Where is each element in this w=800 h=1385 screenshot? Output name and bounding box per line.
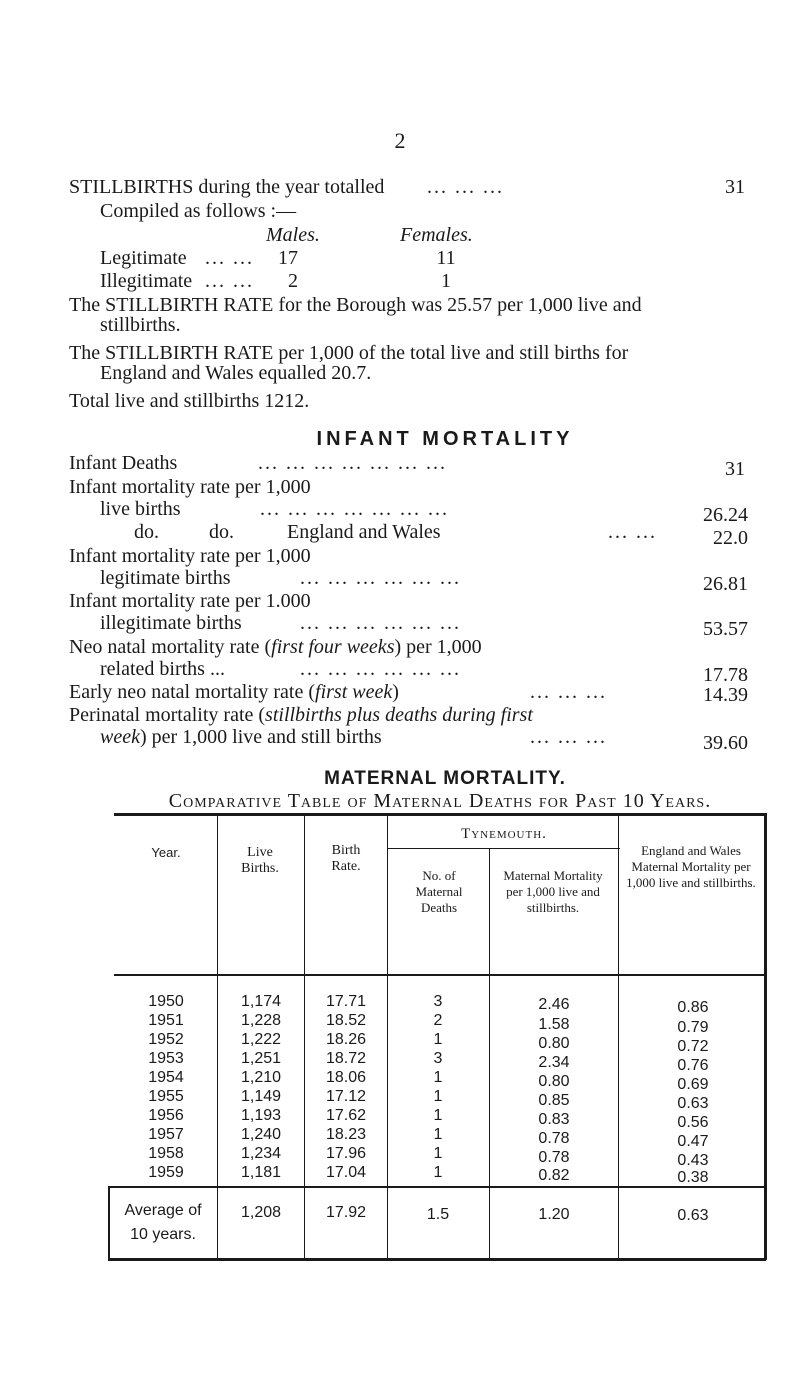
imr-legit-label-2: legitimate births [100, 567, 231, 589]
infant-deaths-label: Infant Deaths [69, 452, 178, 474]
cell-maternal-deaths: 2 [433, 1012, 443, 1029]
imr-legit-label-1: Infant mortality rate per 1,000 [69, 545, 311, 567]
infant-deaths-dots: ... ... ... ... ... ... ... [258, 452, 447, 474]
cell-birth-rate: 18.72 [325, 1050, 367, 1067]
cell-maternal-rate: 2.34 [538, 1054, 570, 1071]
perinatal-dots: ... ... ... [530, 726, 607, 748]
cell-england-rate: 0.56 [677, 1114, 709, 1131]
cell-birth-rate: 18.26 [325, 1031, 367, 1048]
cell-birth-rate: 17.12 [325, 1088, 367, 1105]
legitimate-dots: ... ... [205, 247, 254, 269]
imr-live-value: 26.24 [703, 504, 748, 526]
imr-legit-value: 26.81 [703, 573, 748, 595]
col-divider-5 [618, 816, 619, 1259]
neonatal-dots: ... ... ... ... ... ... [300, 658, 461, 680]
perinatal-label-1: Perinatal mortality rate (stillbirths plus deaths during first [69, 704, 533, 726]
cell-maternal-deaths: 1 [433, 1145, 443, 1162]
cell-year: 1958 [148, 1145, 184, 1162]
males-header: Males. [266, 224, 320, 246]
cell-maternal-deaths: 3 [433, 993, 443, 1010]
cell-maternal-deaths: 1 [433, 1126, 443, 1143]
borough-rate-line2: stillbirths. [100, 314, 181, 336]
cell-maternal-deaths: 3 [433, 1050, 443, 1067]
total-births-line: Total live and stillbirths 1212. [69, 390, 310, 412]
cell-live-births: 1,181 [240, 1164, 282, 1181]
perinatal-value: 39.60 [703, 732, 748, 754]
maternal-mortality-heading: MATERNAL MORTALITY. [324, 768, 566, 789]
col-divider-3 [387, 816, 388, 1259]
imr-ew-do-2: do. [209, 521, 234, 543]
females-header: Females. [400, 224, 473, 246]
imr-illegit-label-2: illegitimate births [100, 612, 242, 634]
cell-england-rate: 0.38 [677, 1169, 709, 1186]
imr-legit-dots: ... ... ... ... ... ... [300, 567, 461, 589]
imr-live-label-2: live births [100, 498, 181, 520]
table-top-rule [114, 813, 766, 816]
average-live-births: 1,208 [240, 1204, 282, 1221]
imr-ew-dots: ... ... [608, 521, 657, 543]
illegitimate-label: Illegitimate [100, 270, 193, 292]
cell-birth-rate: 17.62 [325, 1107, 367, 1124]
maternal-table-caption: Comparative Table of Maternal Deaths for Past 10 Years. [168, 790, 712, 812]
cell-england-rate: 0.69 [677, 1076, 709, 1093]
cell-maternal-rate: 0.78 [538, 1149, 570, 1166]
cell-birth-rate: 18.23 [325, 1126, 367, 1143]
average-birth-rate: 17.92 [325, 1204, 367, 1221]
imr-illegit-dots: ... ... ... ... ... ... [300, 612, 461, 634]
cell-maternal-rate: 0.85 [538, 1092, 570, 1109]
stillbirths-total-dots: ... ... ... [427, 176, 504, 198]
infant-deaths-value: 31 [725, 458, 745, 480]
cell-maternal-deaths: 1 [433, 1069, 443, 1086]
neonatal-label-1: Neo natal mortality rate (first four weeks) per 1,000 [69, 636, 482, 658]
col-divider-2 [304, 816, 305, 1259]
cell-maternal-rate: 1.58 [538, 1016, 570, 1033]
cell-maternal-deaths: 1 [433, 1107, 443, 1124]
imr-ew-value: 22.0 [713, 527, 748, 549]
infant-mortality-heading: INFANT MORTALITY [316, 428, 574, 450]
cell-england-rate: 0.47 [677, 1133, 709, 1150]
early-neonatal-value: 14.39 [703, 684, 748, 706]
header-birth-rate: Birth Rate. [331, 843, 361, 874]
cell-maternal-rate: 0.80 [538, 1035, 570, 1052]
table-bottom-rule [108, 1258, 766, 1261]
cell-year: 1957 [148, 1126, 184, 1143]
early-neonatal-dots: ... ... ... [530, 681, 607, 703]
neonatal-value: 17.78 [703, 664, 748, 686]
legitimate-males: 17 [278, 247, 298, 269]
cell-live-births: 1,234 [240, 1145, 282, 1162]
cell-birth-rate: 18.52 [325, 1012, 367, 1029]
illegitimate-dots: ... ... [205, 270, 254, 292]
cell-live-births: 1,222 [240, 1031, 282, 1048]
cell-year: 1956 [148, 1107, 184, 1124]
imr-ew-do-1: do. [134, 521, 159, 543]
early-neonatal-label: Early neo natal mortality rate (first week) [69, 681, 399, 703]
cell-year: 1959 [148, 1164, 184, 1181]
cell-maternal-deaths: 1 [433, 1164, 443, 1181]
average-maternal-deaths: 1.5 [426, 1206, 450, 1223]
col-divider-4 [489, 848, 490, 1259]
cell-maternal-rate: 0.83 [538, 1111, 570, 1128]
col-divider-1 [217, 816, 218, 1259]
cell-year: 1953 [148, 1050, 184, 1067]
england-rate-line1: The STILLBIRTH RATE per 1,000 of the total live and still births for [69, 342, 629, 364]
cell-england-rate: 0.86 [677, 999, 709, 1016]
cell-maternal-rate: 2.46 [538, 996, 570, 1013]
header-maternal-rate: Maternal Mortality per 1,000 live and stillbirths. [503, 868, 603, 915]
cell-maternal-rate: 0.80 [538, 1073, 570, 1090]
borough-rate-line1: The STILLBIRTH RATE for the Borough was 25.57 per 1,000 live and [69, 294, 642, 316]
legitimate-females: 11 [436, 247, 456, 269]
header-tynemouth: Tynemouth. [461, 826, 547, 842]
header-england-wales: England and Wales Maternal Mortality per 1,000 live and stillbirths. [626, 843, 756, 890]
tynemouth-separator [388, 848, 620, 849]
cell-year: 1955 [148, 1088, 184, 1105]
compiled-label: Compiled as follows :— [100, 200, 297, 222]
cell-maternal-rate: 0.78 [538, 1130, 570, 1147]
cell-live-births: 1,228 [240, 1012, 282, 1029]
header-separator [114, 974, 766, 976]
cell-england-rate: 0.43 [677, 1152, 709, 1169]
cell-live-births: 1,193 [240, 1107, 282, 1124]
cell-year: 1951 [148, 1012, 184, 1029]
cell-maternal-deaths: 1 [433, 1031, 443, 1048]
cell-birth-rate: 17.96 [325, 1145, 367, 1162]
imr-illegit-value: 53.57 [703, 618, 748, 640]
cell-birth-rate: 17.04 [325, 1164, 367, 1181]
neonatal-label-2: related births ... [100, 658, 225, 680]
cell-year: 1950 [148, 993, 184, 1010]
average-england-rate: 0.63 [677, 1207, 709, 1224]
cell-maternal-deaths: 1 [433, 1088, 443, 1105]
stillbirths-total-label: STILLBIRTHS during the year totalled [69, 176, 385, 198]
cell-england-rate: 0.72 [677, 1038, 709, 1055]
cell-live-births: 1,251 [240, 1050, 282, 1067]
cell-live-births: 1,210 [240, 1069, 282, 1086]
cell-live-births: 1,149 [240, 1088, 282, 1105]
cell-england-rate: 0.63 [677, 1095, 709, 1112]
cell-birth-rate: 17.71 [325, 993, 367, 1010]
average-label [110, 1199, 216, 1247]
cell-live-births: 1,240 [240, 1126, 282, 1143]
cell-year: 1954 [148, 1069, 184, 1086]
header-year: Year. [151, 845, 181, 860]
cell-birth-rate: 18.06 [325, 1069, 367, 1086]
stillbirths-total-value: 31 [725, 176, 745, 198]
header-maternal-deaths: No. of Maternal Deaths [415, 868, 463, 915]
illegitimate-females: 1 [441, 270, 451, 292]
average-maternal-rate: 1.20 [538, 1206, 570, 1223]
imr-live-dots: ... ... ... ... ... ... ... [260, 498, 449, 520]
imr-live-label-1: Infant mortality rate per 1,000 [69, 476, 311, 498]
average-label-line1: Average of [124, 1202, 202, 1219]
imr-ew-label: England and Wales [287, 521, 441, 543]
cell-england-rate: 0.79 [677, 1019, 709, 1036]
legitimate-label: Legitimate [100, 247, 187, 269]
average-label-line2: 10 years. [130, 1226, 196, 1243]
imr-illegit-label-1: Infant mortality rate per 1.000 [69, 590, 311, 612]
illegitimate-males: 2 [288, 270, 298, 292]
page-number: 2 [394, 128, 406, 153]
cell-year: 1952 [148, 1031, 184, 1048]
england-rate-line2: England and Wales equalled 20.7. [100, 362, 372, 384]
cell-live-births: 1,174 [240, 993, 282, 1010]
cell-maternal-rate: 0.82 [538, 1167, 570, 1184]
perinatal-label-2: week) per 1,000 live and still births [100, 726, 382, 748]
header-live-births: Live Births. [241, 845, 279, 876]
table-right-border [764, 813, 767, 1260]
cell-england-rate: 0.76 [677, 1057, 709, 1074]
